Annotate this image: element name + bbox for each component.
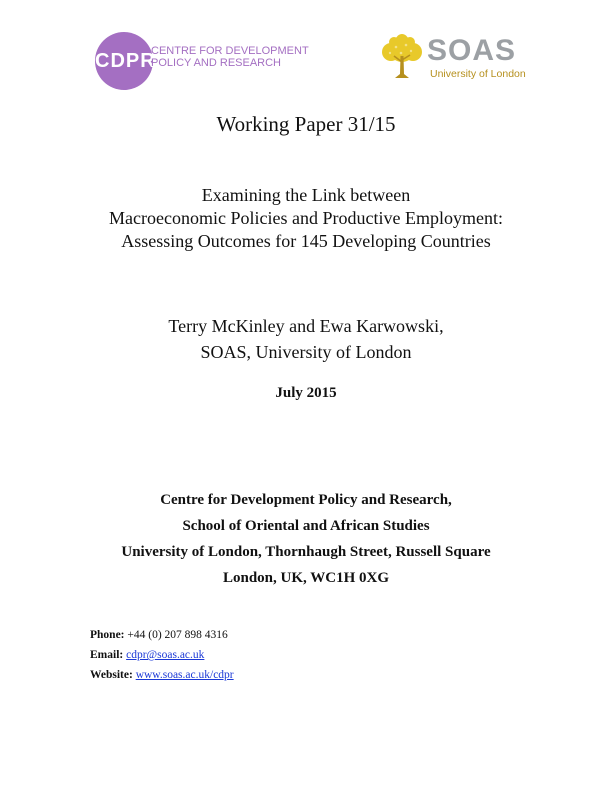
address-line1: Centre for Development Policy and Research, — [160, 492, 452, 508]
soas-logo-subtitle: University of London — [430, 68, 526, 80]
paper-title-line3: Assessing Outcomes for 145 Developing Countries — [121, 231, 491, 251]
working-paper-number: Working Paper 31/15 — [216, 112, 396, 136]
authors-affiliation: SOAS, University of London — [200, 342, 412, 362]
email-link[interactable]: cdpr@soas.ac.uk — [126, 649, 205, 661]
address-block — [0, 487, 612, 591]
paper-title-line2: Macroeconomic Policies and Productive Employment: — [109, 208, 503, 228]
address-line3: University of London, Thornhaugh Street, Russell Square — [121, 544, 491, 560]
contact-block — [90, 625, 234, 685]
address-line2: School of Oriental and African Studies — [182, 518, 430, 534]
publication-date: July 2015 — [275, 385, 337, 401]
address-line4: London, UK, WC1H 0XG — [222, 570, 389, 586]
paper-title — [0, 184, 612, 253]
authors — [0, 313, 612, 365]
contact-phone — [90, 625, 234, 645]
cdpr-logo — [93, 30, 309, 94]
paper-title-line1: Examining the Link between — [201, 185, 411, 205]
contact-website — [90, 665, 234, 685]
cdpr-name-line1: CENTRE FOR DEVELOPMENT — [151, 45, 309, 57]
soas-logo-name: SOAS — [427, 34, 517, 67]
tree-icon — [380, 34, 424, 80]
website-label: Website: — [90, 669, 133, 681]
contact-email — [90, 645, 234, 665]
cdpr-logo-acronym: CDPR — [95, 50, 156, 72]
authors-names: Terry McKinley and Ewa Karwowski, — [168, 316, 444, 336]
phone-value: +44 (0) 207 898 4316 — [127, 629, 228, 641]
website-link[interactable]: www.soas.ac.uk/cdpr — [135, 669, 234, 681]
phone-label: Phone: — [90, 629, 125, 641]
soas-logo — [380, 34, 530, 84]
email-label: Email: — [90, 649, 124, 661]
cdpr-name-line2: POLICY AND RESEARCH — [151, 57, 282, 69]
cdpr-logo-name — [151, 45, 309, 69]
